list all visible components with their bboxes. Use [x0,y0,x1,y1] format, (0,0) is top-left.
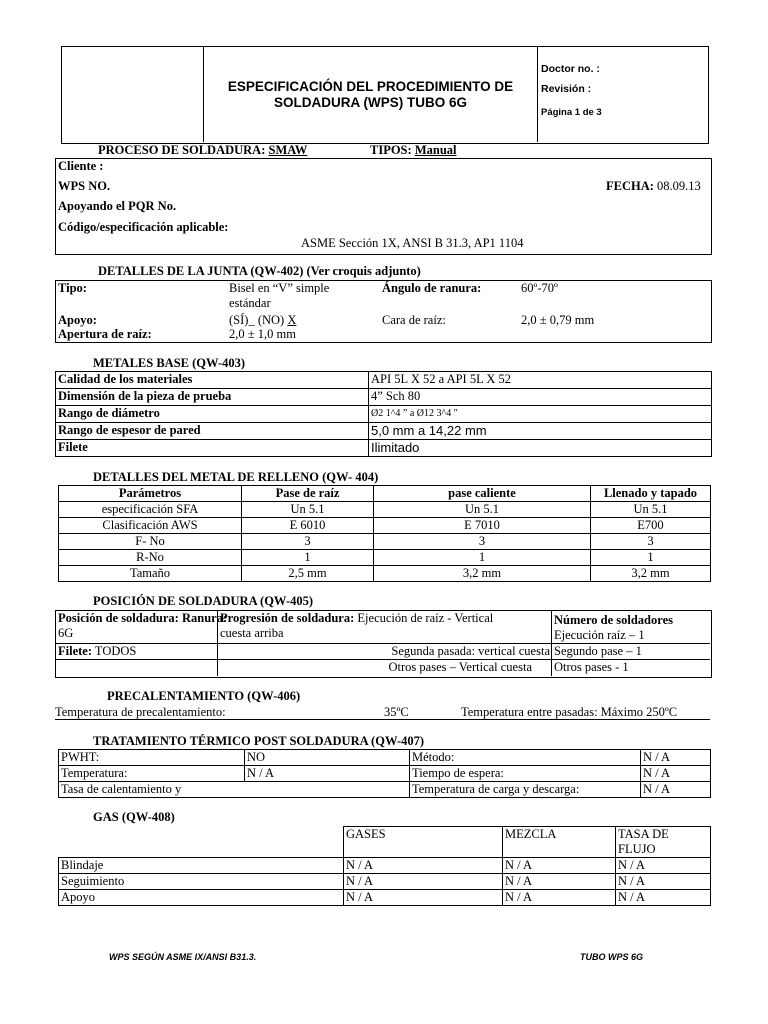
apoyo-sep: _ (NO) [248,313,288,327]
metales-heading: METALES BASE (QW-403) [93,356,246,370]
column-header: Llenado y tapado [591,486,711,502]
filete-label: Filete: [58,644,93,658]
table-cell: Un 5.1 [374,502,591,518]
otros-pases: Otros pases – Vertical cuesta [388,660,532,674]
table-cell: 1 [374,550,591,566]
table-cell: Temperatura: [59,766,245,782]
table-cell: N / A [344,858,503,874]
relleno-table [58,485,711,582]
table-row [59,486,711,502]
table-row [59,534,711,550]
tipos-label-text: TIPOS: [370,143,412,157]
precalentamiento-temp-label: Temperatura de precalentamiento: [55,705,226,719]
table-cell: N / A [641,766,711,782]
table-cell: 3 [374,534,591,550]
progresion-value-1: Ejecución de raíz - Vertical [357,611,494,625]
relleno-heading: DETALLES DEL METAL DE RELLENO (QW- 404) [93,470,379,484]
table-cell: 2,5 mm [242,566,374,582]
table-cell: Tiempo de espera: [410,766,641,782]
document-title [204,79,537,111]
pwht-table [58,749,711,798]
table-cell: N / A [616,890,711,906]
filete-value: TODOS [94,644,137,658]
table-row [59,750,711,766]
table-cell: Un 5.1 [591,502,711,518]
table-row [59,782,711,798]
table-row [59,858,711,874]
pqr-label: Apoyando el PQR No. [58,199,177,213]
table-cell: 3 [591,534,711,550]
revision: Revisión : [541,83,592,95]
table-cell: N / A [344,890,503,906]
doctor-no: Doctor no. : [541,63,600,75]
cara-label: Cara de raíz: [382,313,446,327]
junta-heading: DETALLES DE LA JUNTA (QW-402) (Ver croquis adjunto) [98,264,421,278]
table-cell: Método: [410,750,641,766]
column-header: Parámetros [59,486,242,502]
fecha-label: FECHA: [606,179,654,193]
footer-right: TUBO WPS 6G [580,952,644,962]
metal-value: Ilimitado [369,440,712,457]
cliente-label: Cliente : [58,159,104,173]
table-cell: PWHT: [59,750,245,766]
numero-raiz: Ejecución raíz – 1 [554,628,645,642]
table-cell: E 7010 [374,518,591,534]
metal-label: Rango de diámetro [56,406,369,423]
tipo-value-2: estándar [229,296,271,310]
title-line-2: SOLDADURA (WPS) TUBO 6G [274,95,467,110]
apoyo-si: (SÍ) [229,313,249,327]
table-cell: 3,2 mm [591,566,711,582]
footer-left: WPS SEGÚN ASME IX/ANSI B31.3. [109,952,257,962]
codigo-value: ASME Sección 1X, ANSI B 31.3, AP1 1104 [301,236,524,250]
table-cell: R-No [59,550,242,566]
tipos-label [370,143,457,158]
metal-value: 4” Sch 80 [369,389,712,406]
progresion-value-2: cuesta arriba [220,626,284,640]
table-cell: Seguimiento [59,874,344,890]
precalentamiento-heading: PRECALENTAMIENTO (QW-406) [107,689,301,703]
table-row [59,827,711,858]
metal-value: Ø2 1^4 ” a Ø12 3^4 ″ [369,406,712,423]
filete [58,644,136,659]
metales-table [55,371,712,457]
table-row [59,890,711,906]
table-row [56,389,712,406]
table-cell: N / A [641,782,711,798]
apertura-label: Apertura de raíz: [58,327,152,341]
table-cell: Tamaño [59,566,242,582]
table-cell: E700 [591,518,711,534]
precalentamiento-temp-value: 35ºC [384,705,409,719]
table-cell: especificación SFA [59,502,242,518]
tipo-value-1: Bisel en “V” simple [229,281,330,295]
table-cell: Un 5.1 [242,502,374,518]
posicion-label-text: Posición de soldadura: Ranura: [58,611,228,625]
table-cell: N / A [641,750,711,766]
table-row [56,440,712,457]
table-row [59,766,711,782]
numero-soldadores-label: Número de soldadores [554,613,673,627]
table-cell: N / A [245,766,410,782]
table-row [59,566,711,582]
table-cell: Temperatura de carga y descarga: [410,782,641,798]
apoyo-value [229,313,296,328]
table-cell: N / A [503,858,616,874]
header-divider-right [537,46,538,142]
table-cell: Apoyo [59,890,344,906]
table-cell: F- No [59,534,242,550]
fecha [606,179,701,194]
table-row [59,874,711,890]
proceso-label [98,143,307,158]
table-row [56,406,712,423]
table-cell: N / A [344,874,503,890]
fecha-value: 08.09.13 [657,179,701,193]
metal-value: API 5L X 52 a API 5L X 52 [369,372,712,389]
tipos-value: Manual [414,143,457,157]
pwht-heading: TRATAMIENTO TÉRMICO POST SOLDADURA (QW-407) [93,734,425,748]
table-cell: 3,2 mm [374,566,591,582]
posicion-heading: POSICIÓN DE SOLDADURA (QW-405) [93,594,314,608]
cara-value: 2,0 ± 0,79 mm [521,313,595,327]
apoyo-label: Apoyo: [58,313,97,327]
gas-heading: GAS (QW-408) [93,810,175,824]
column-header: MEZCLA [503,827,616,858]
table-cell: N / A [616,858,711,874]
column-header: Pase de raíz [242,486,374,502]
numero-segundo: Segundo pase – 1 [554,644,642,658]
apertura-value: 2,0 ± 1,0 mm [229,327,296,341]
posicion-value: 6G [58,626,74,640]
table-cell: Tasa de calentamiento y [59,782,410,798]
tipo-label: Tipo: [58,281,87,295]
progresion [220,611,493,641]
numero-otros: Otros pases - 1 [554,660,629,674]
wps-no-label: WPS NO. [58,179,111,193]
progresion-label: Progresión de soldadura: [220,611,355,625]
table-cell: Blindaje [59,858,344,874]
table-cell: N / A [503,874,616,890]
table-cell: N / A [616,874,711,890]
table-row [56,372,712,389]
metal-label: Calidad de los materiales [56,372,369,389]
precalentamiento-underline [55,719,710,720]
posicion-label [58,611,227,641]
column-header: TASA DE FLUJO [616,827,711,858]
table-cell: NO [245,750,410,766]
title-line-1: ESPECIFICACIÓN DEL PROCEDIMIENTO DE [227,79,514,94]
apoyo-x: X [287,313,297,327]
table-row [59,550,711,566]
table-cell: Clasificación AWS [59,518,242,534]
table-row [59,502,711,518]
codigo-label: Código/especificación aplicable: [58,220,229,234]
table-row [59,518,711,534]
table-cell: 3 [242,534,374,550]
table-cell: E 6010 [242,518,374,534]
metal-label: Dimensión de la pieza de prueba [56,389,369,406]
table-cell [59,827,344,858]
page-number: Página 1 de 3 [541,107,602,118]
metal-label: Rango de espesor de pared [56,423,369,440]
table-cell: 1 [591,550,711,566]
segunda-pasada: Segunda pasada: vertical cuesta [391,644,550,658]
proceso-label-text: PROCESO DE SOLDADURA: [98,143,266,157]
metal-label: Filete [56,440,369,457]
table-cell: 1 [242,550,374,566]
column-header: pase caliente [374,486,591,502]
angulo-value: 60º-70º [521,281,558,295]
column-header: GASES [344,827,503,858]
proceso-value: SMAW [268,143,308,157]
table-cell: N / A [503,890,616,906]
gas-table [58,826,711,906]
temperatura-entre-pasadas: Temperatura entre pasadas: Máximo 250ºC [461,705,678,719]
metal-value: 5,0 mm a 14,22 mm [369,423,712,440]
angulo-label: Ángulo de ranura: [382,281,482,295]
table-row [56,423,712,440]
